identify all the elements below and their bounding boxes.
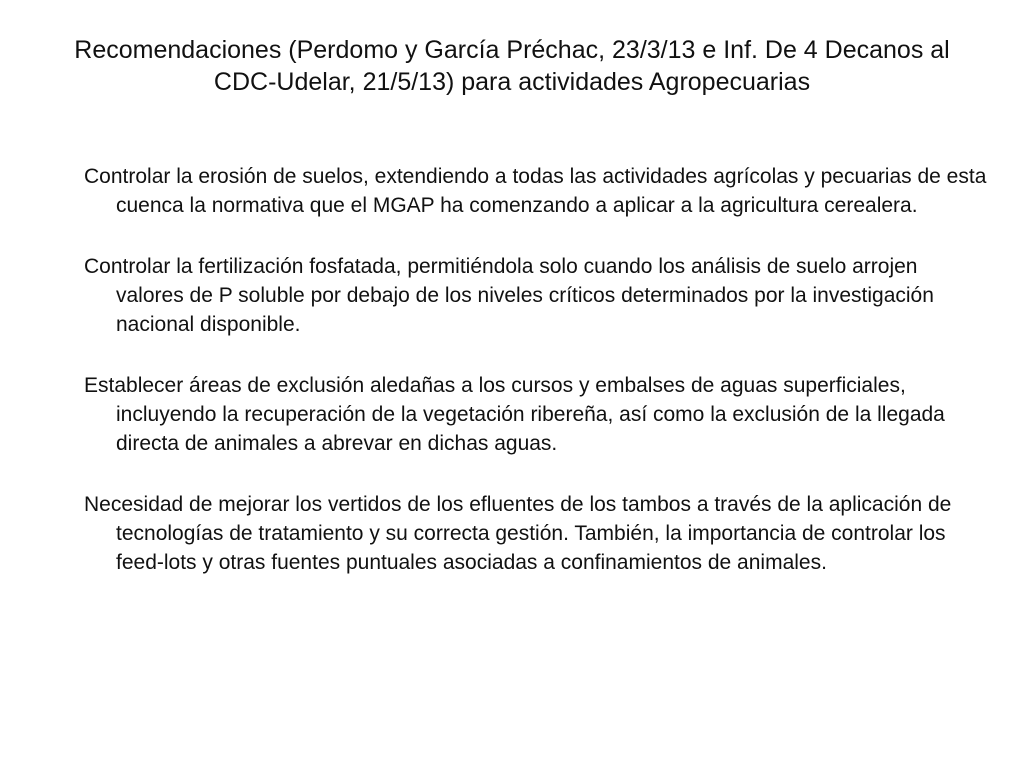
- slide-title-line-2: CDC-Udelar, 21/5/13) para actividades Agropecuarias: [213, 68, 811, 96]
- paragraph-exclusion-areas: Establecer áreas de exclusión aledañas a los cursos y embalses de aguas superficiales, incluyendo la recuperación de la vegetación ribereña, así como la exclusión de la llegada directa de animales a abrevar en dichas aguas.: [84, 374, 945, 455]
- slide-title: [50, 34, 974, 98]
- paragraph-erosion-control: Controlar la erosión de suelos, extendiendo a todas las actividades agrícolas y pecuarias de esta cuenca la normativa que el MGAP ha comenzando a aplicar a la agricultura cerealera.: [84, 165, 987, 217]
- slide-title-line-1: Recomendaciones (Perdomo y García Préchac, 23/3/13 e Inf. De 4 Decanos al: [74, 36, 950, 64]
- slide-body: [84, 162, 988, 609]
- paragraph-effluent-treatment: Necesidad de mejorar los vertidos de los efluentes de los tambos a través de la aplicación de tecnologías de tratamiento y su correcta gestión. También, la importancia de controlar los feed-lots y otras fuentes puntuales asociadas a confinamientos de animales.: [84, 493, 952, 574]
- paragraph-phosphate-fertilization: Controlar la fertilización fosfatada, permitiéndola solo cuando los análisis de suelo arrojen valores de P soluble por debajo de los niveles críticos determinados por la investigación nacional disponible.: [84, 255, 934, 336]
